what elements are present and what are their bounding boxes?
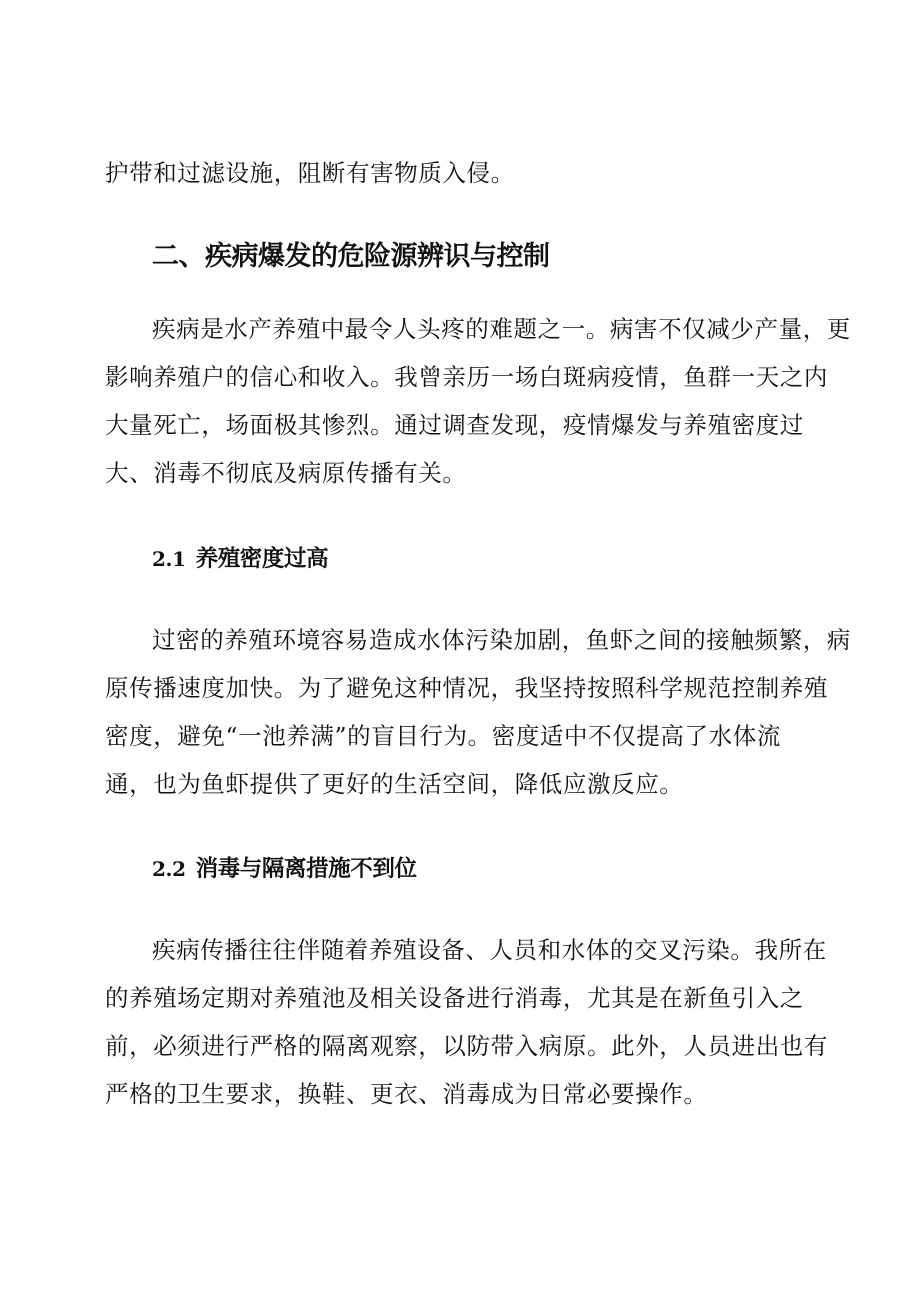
paragraph-line: 严格的卫生要求，换鞋、更衣、消毒成为日常必要操作。 [105, 1080, 708, 1108]
subsection-number: 2.1 [152, 547, 186, 571]
paragraph-line: 原传播速度加快。为了避免这种情况，我坚持按照科学规范控制养殖 [105, 674, 828, 702]
paragraph-line: 密度，避免“一池养满”的盲目行为。密度适中不仅提高了水体流 [105, 722, 781, 750]
subsection-title: 消毒与隔离措施不到位 [195, 856, 417, 882]
paragraph-line: 大量死亡，场面极其惨烈。通过调查发现，疫情爆发与养殖密度过 [105, 411, 804, 439]
subsection-heading [152, 544, 328, 574]
paragraph-line: 的养殖场定期对养殖池及相关设备进行消毒，尤其是在新鱼引入之 [105, 984, 804, 1012]
subsection-heading [152, 854, 417, 884]
paragraph-line: 护带和过滤设施，阻断有害物质入侵。 [105, 159, 515, 187]
paragraph-line: 前，必须进行严格的隔离观察，以防带入病原。此外，人员进出也有 [105, 1032, 828, 1060]
subsection-number: 2.2 [152, 857, 186, 881]
paragraph-line: 通，也为鱼虾提供了更好的生活空间，降低应激反应。 [105, 770, 684, 798]
paragraph-line: 疾病传播往往伴随着养殖设备、人员和水体的交叉污染。我所在 [152, 936, 827, 964]
paragraph-line: 过密的养殖环境容易造成水体污染加剧，鱼虾之间的接触频繁，病 [152, 626, 851, 654]
paragraph-line: 影响养殖户的信心和收入。我曾亲历一场白斑病疫情，鱼群一天之内 [105, 363, 828, 391]
paragraph-line: 大、消毒不彻底及病原传播有关。 [105, 459, 467, 487]
section-heading: 二、疾病爆发的危险源辨识与控制 [152, 241, 550, 272]
subsection-title: 养殖密度过高 [195, 546, 329, 572]
paragraph-line: 疾病是水产养殖中最令人头疼的难题之一。病害不仅减少产量，更 [152, 315, 851, 343]
